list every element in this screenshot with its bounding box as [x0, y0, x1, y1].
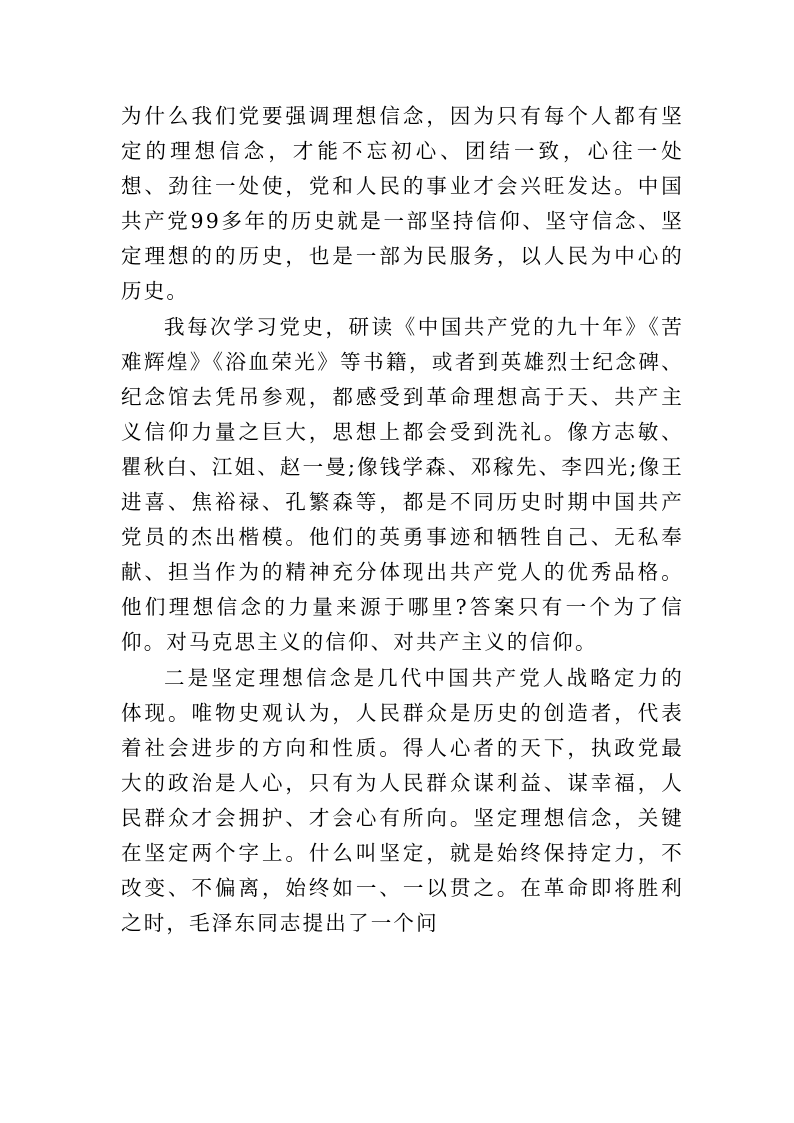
document-page	[121, 99, 684, 941]
paragraph-2: 我每次学习党史，研读《中国共产党的九十年》《苦难辉煌》《浴血荣光》等书籍，或者到英雄烈士纪念碑、纪念馆去凭吊参观，都感受到革命理想高于天、共产主义信仰力量之巨大，思想上都会受到洗礼。像方志敏、瞿秋白、江姐、赵一曼;像钱学森、邓稼先、李四光;像王进喜、焦裕禄、孔繁森等，都是不同历史时期中国共产党员的杰出楷模。他们的英勇事迹和牺牲自己、无私奉献、担当作为的精神充分体现出共产党人的优秀品格。他们理想信念的力量来源于哪里?答案只有一个为了信仰。对马克思主义的信仰、对共产主义的信仰。	[121, 314, 685, 655]
paragraph-3: 二是坚定理想信念是几代中国共产党人战略定力的体现。唯物史观认为，人民群众是历史的创造者，代表着社会进步的方向和性质。得人心者的天下，执政党最大的政治是人心，只有为人民群众谋利益、谋幸福，人民群众才会拥护、才会心有所向。坚定理想信念，关键在坚定两个字上。什么叫坚定，就是始终保持定力，不改变、不偏离，始终如一、一以贯之。在革命即将胜利之时，毛泽东同志提出了一个问	[121, 665, 684, 936]
paragraph-1: 为什么我们党要强调理想信念，因为只有每个人都有坚定的理想信念，才能不忘初心、团结一致，心往一处想、劲往一处使，党和人民的事业才会兴旺发达。中国共产党99多年的历史就是一部坚持信仰、坚守信念、坚定理想的的历史，也是一部为民服务，以人民为中心的历史。	[121, 104, 684, 304]
